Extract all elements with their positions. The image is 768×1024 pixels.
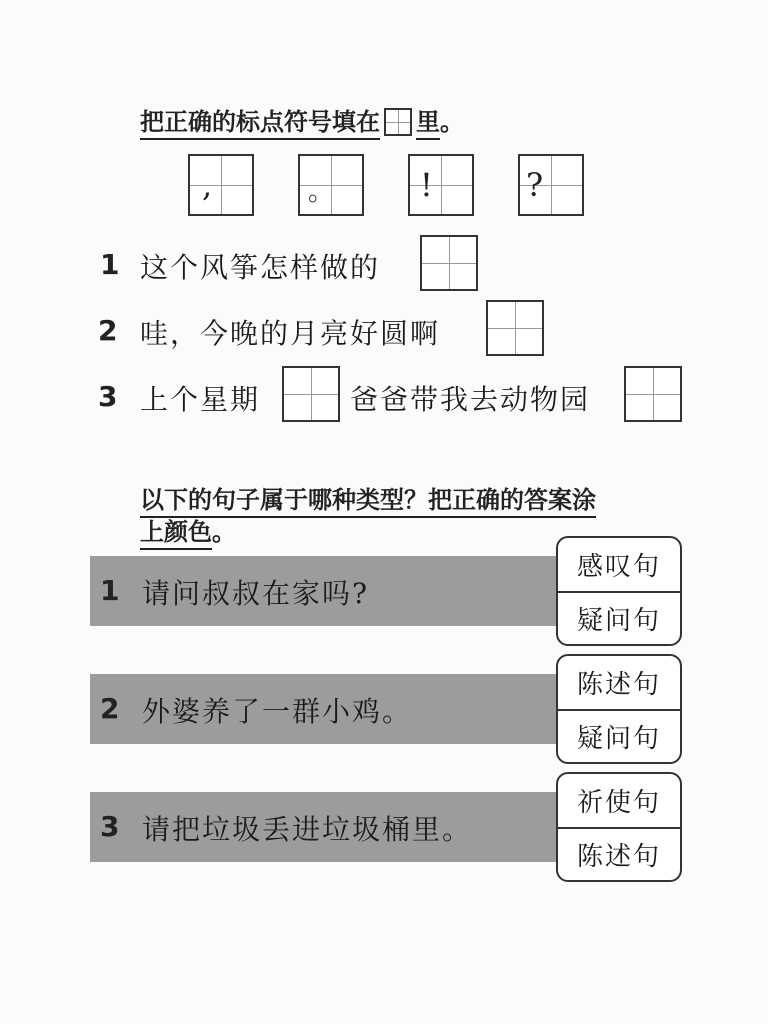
s2-item1-text: 请问叔叔在家吗? [142,577,370,610]
s2-item3-option-1[interactable]: 祈使句 [576,788,661,818]
s2-item2-text: 外婆养了一群小鸡。 [142,695,413,728]
question-mark: ? [526,166,544,204]
s1-item2-number: 2 [98,314,118,347]
s2-item1-choices [556,536,682,646]
s2-item3-option-2[interactable]: 陈述句 [558,827,680,880]
s2-item3-band [90,792,560,862]
s2-item2-option-1[interactable]: 陈述句 [576,670,661,700]
s1-item1-number: 1 [100,248,120,281]
s1-item3-answer-box-2[interactable] [624,366,682,422]
s2-item1-number: 1 [100,574,120,607]
s1-item2-answer-box[interactable] [486,300,544,356]
s1-item2-text: 哇，今晚的月亮好圆啊 [140,317,441,350]
s2-item1-option-2[interactable]: 疑问句 [558,591,680,644]
section2-title-line2 [140,512,236,547]
section1-title-end: 。 [440,108,464,136]
title-grid-box-icon [384,108,412,136]
punctuation-question-box [518,154,584,216]
punctuation-period-box [298,154,364,216]
s2-item3-text: 请把垃圾丢进垃圾桶里。 [142,813,473,846]
period-mark: 。 [308,177,335,207]
section2-title-line2-text: 上颜色 [140,518,212,550]
s2-item2-option-2[interactable]: 疑问句 [558,709,680,762]
s1-item3-text-a: 上个星期 [140,383,261,416]
s2-item2-choices [556,654,682,764]
punctuation-exclamation-box [408,154,474,216]
section1-title-after: 里 [416,108,440,140]
s2-item2-number: 2 [100,692,120,725]
s2-item3-number: 3 [100,810,120,843]
s2-item1-band [90,556,560,626]
section2-title-line1-text: 以下的句子属于哪种类型？把正确的答案涂 [140,486,596,518]
section2-title-end: 。 [212,518,236,546]
s1-item1-answer-box[interactable] [420,235,478,291]
punctuation-comma-box [188,154,254,216]
s1-item3-number: 3 [98,380,118,413]
s1-item3-answer-box-1[interactable] [282,366,340,422]
s2-item3-choices [556,772,682,882]
s1-item1-text: 这个风筝怎样做的 [140,251,381,284]
s1-item3-text-b: 爸爸带我去动物园 [350,383,591,416]
comma-mark: , [202,166,213,204]
exclamation-mark: ! [420,166,433,204]
s2-item1-option-1[interactable]: 感叹句 [576,552,661,582]
section1-title [140,102,464,137]
s2-item2-band [90,674,560,744]
section1-title-before: 把正确的标点符号填在 [140,108,380,140]
section2-title-line1 [140,480,596,515]
